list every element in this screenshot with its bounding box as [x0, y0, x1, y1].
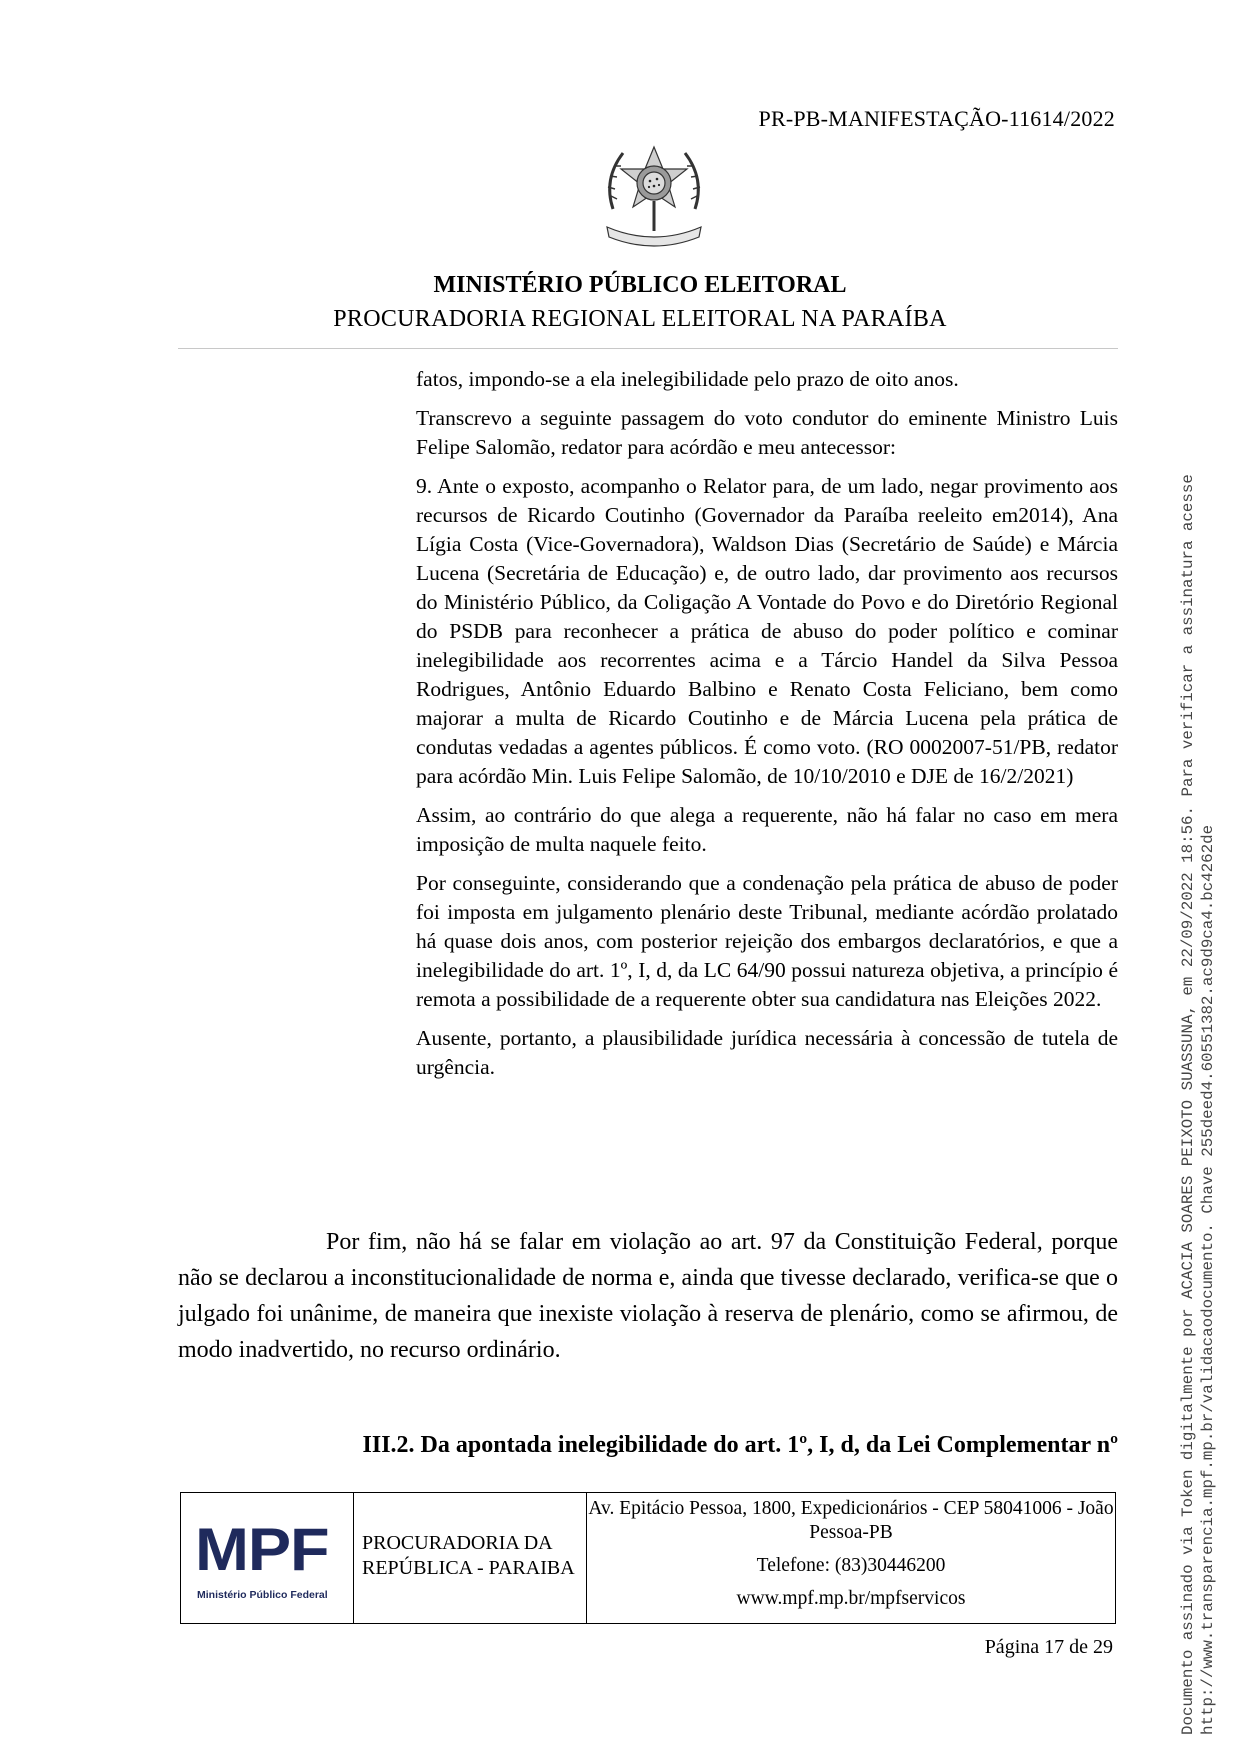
quote-block — [416, 365, 1118, 1092]
section-heading: III.2. Da apontada inelegibilidade do art. 1º, I, d, da Lei Complementar nº — [362, 1432, 1118, 1458]
org-subtitle: PROCURADORIA REGIONAL ELEITORAL NA PARAÍBA — [333, 306, 947, 332]
mpf-logo — [181, 1493, 354, 1623]
footer-table — [180, 1492, 1116, 1624]
quote-paragraph: Ausente, portanto, a plausibilidade jurídica necessária à concessão de tutela de urgência. — [416, 1026, 1118, 1079]
footer-address: Av. Epitácio Pessoa, 1800, Expedicionários - CEP 58041006 - João Pessoa-PB — [588, 1498, 1114, 1543]
verification-url-line[interactable]: http://www.transparencia.mpf.mp.br/validacaodocumento. Chave 255deed4.60551382.ac9d9ca4.bc4262de — [1199, 824, 1217, 1735]
body-paragraph: Por fim, não há se falar em violação ao art. 97 da Constituição Federal, porque não se declarou a inconstitucionalidade de norma e, ainda que tivesse declarado, verifica-se que o julgado foi unânime, de maneira que inexiste violação à reserva de plenário, como se afirmou, de modo inadvertido, no recurso ordinário. — [178, 1229, 1118, 1363]
body-text — [178, 1224, 1118, 1368]
quote-paragraph: fatos, impondo-se a ela inelegibilidade pelo prazo de oito anos. — [416, 367, 959, 391]
quote-paragraph: Por conseguinte, considerando que a condenação pela prática de abuso de poder foi imposta em julgamento plenário deste Tribunal, mediante acórdão prolatado há quase dois anos, com posterior rejeição dos embargos declaratórios, e que a inelegibilidade do art. 1º, I, d, da LC 64/90 possui natureza objetiva, a princípio é remota a possibilidade de a requerente obter sua candidatura nas Eleições 2022. — [416, 871, 1118, 1011]
header-divider — [178, 348, 1118, 349]
org-title: MINISTÉRIO PÚBLICO ELEITORAL — [433, 272, 847, 298]
quote-paragraph: Assim, ao contrário do que alega a requerente, não há falar no caso em mera imposição de multa naquele feito. — [416, 803, 1118, 856]
mpf-logo-text: MPF — [195, 1516, 329, 1583]
document-id: PR-PB-MANIFESTAÇÃO-11614/2022 — [758, 106, 1115, 131]
mpf-logo-caption: Ministério Público Federal — [197, 1589, 328, 1601]
signature-note-line: Documento assinado via Token digitalmente por ACACIA SOARES PEIXOTO SUASSUNA, em 22/09/2022 18:56. Para verificar a assinatura acesse — [1179, 474, 1197, 1735]
footer-website[interactable]: www.mpf.mp.br/mpfservicos — [736, 1588, 966, 1609]
quote-paragraph: 9. Ante o exposto, acompanho o Relator para, de um lado, negar provimento aos recursos de Ricardo Coutinho (Governador da Paraíba reeleito em2014), Ana Lígia Costa (Vice-Governadora), Waldson Dias (Secretário de Saúde) e Márcia Lucena (Secretária de Educação) e, de outro lado, dar provimento aos recursos do Ministério Público, da Coligação A Vontade do Povo e do Diretório Regional do PSDB para reconhecer a prática de abuso do poder político e cominar inelegibilidade aos recorrentes acima e a Tárcio Handel da Silva Pessoa Rodrigues, Antônio Eduardo Balbino e Renato Costa Feliciano, bem como majorar a multa de Ricardo Coutinho e de Márcia Lucena pela prática de condutas vedadas a agentes públicos. É como voto. (RO 0002007-51/PB, redator para acórdão Min. Luis Felipe Salomão, de 10/10/2010 e DJE de 16/2/2021) — [416, 474, 1118, 788]
quote-paragraph: Transcrevo a seguinte passagem do voto condutor do eminente Ministro Luis Felipe Salomão, redator para acórdão e meu antecessor: — [416, 406, 1118, 459]
footer-phone: Telefone: (83)30446200 — [756, 1555, 946, 1576]
footer-org-name: PROCURADORIA DA REPÚBLICA - PARAIBA — [354, 1493, 587, 1623]
page-number: Página 17 de 29 — [984, 1636, 1113, 1658]
footer-contact — [587, 1493, 1115, 1623]
signature-verification-note — [1178, 355, 1218, 1735]
brazil-coat-of-arms-icon — [593, 139, 715, 257]
